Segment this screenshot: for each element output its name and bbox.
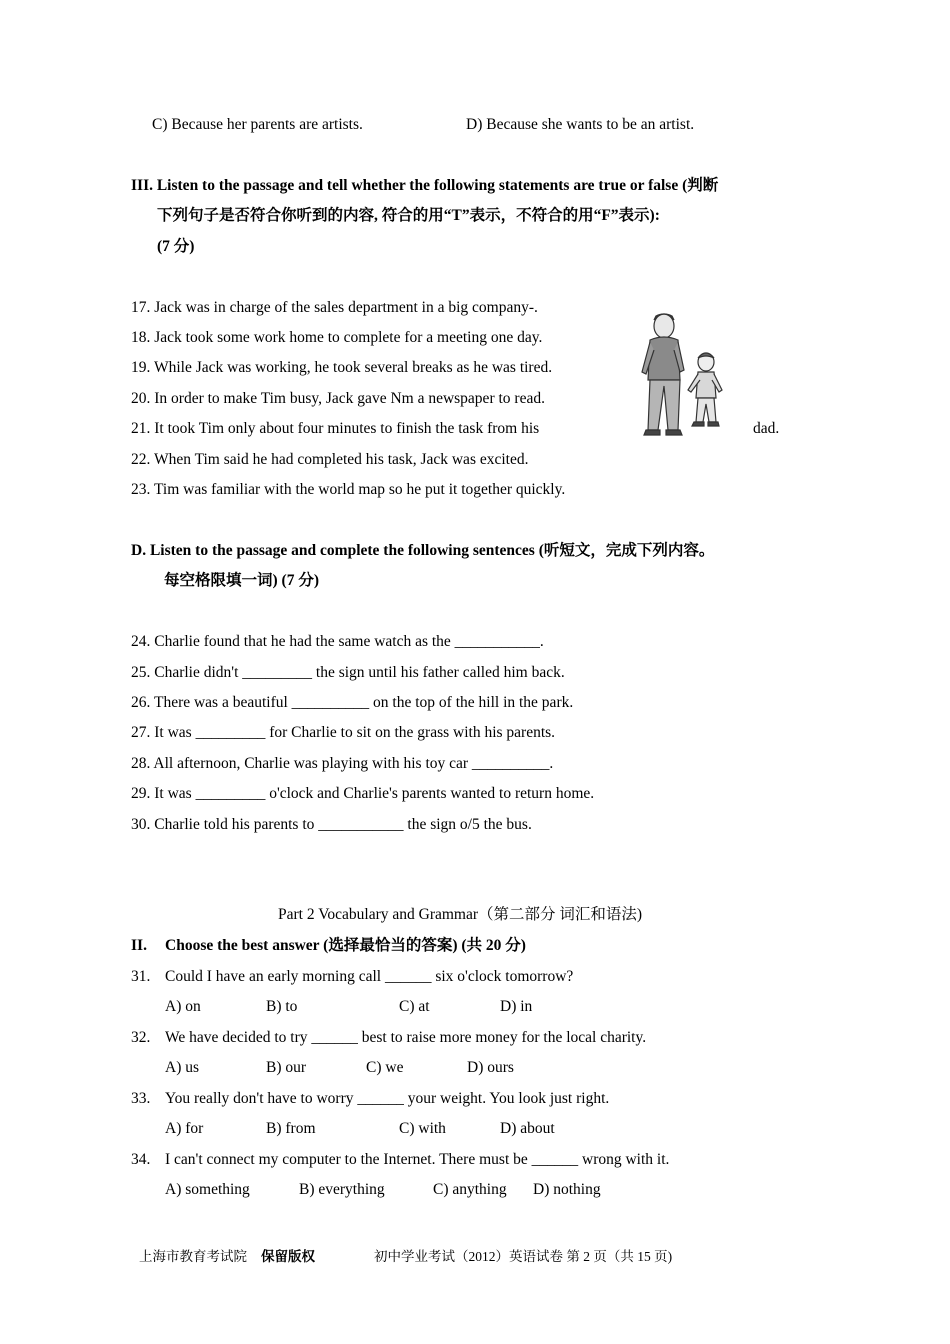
section3-heading-line3: (7 分) [157, 238, 195, 255]
option-c: C) Because her parents are artists. [152, 116, 363, 133]
option-d: D) Because she wants to be an artist. [466, 116, 695, 133]
q32-option-d: D) ours [467, 1059, 514, 1076]
question-number: 33. [131, 1090, 151, 1107]
question-number: 31. [131, 968, 151, 985]
part2-title: Part 2 Vocabulary and Grammar（第二部分 词汇和语法) [278, 906, 643, 923]
question-32-text: We have decided to try ______ best to raise more money for the local charity. [165, 1029, 647, 1046]
q31-option-d: D) in [500, 998, 533, 1015]
q31-option-b: B) to [266, 998, 298, 1015]
q34-option-d: D) nothing [533, 1181, 601, 1198]
question-34-text: I can't connect my computer to the Internet. There must be ______ wrong with it. [165, 1151, 670, 1168]
q34-option-b: B) everything [299, 1181, 385, 1198]
statement-18: 18. Jack took some work home to complete for a meeting one day. [131, 329, 543, 346]
section3-heading-line1: III. Listen to the passage and tell whether the following statements are true or false (判断 [131, 177, 719, 194]
section3-heading-line2: 下列句子是否符合你听到的内容, 符合的用“T”表示，不符合的用“F”表示): [157, 207, 660, 224]
statement-19: 19. While Jack was working, he took several breaks as he was tired. [131, 359, 553, 376]
sectionD-heading-line2: 每空格限填一词) (7 分) [164, 572, 319, 589]
question-number: 34. [131, 1151, 151, 1168]
sentence-26: 26. There was a beautiful __________ on the top of the hill in the park. [131, 694, 574, 711]
father-son-illustration [636, 310, 736, 440]
statement-21: 21. It took Tim only about four minutes to finish the task from his [131, 420, 540, 437]
part2-section-num: II. [131, 937, 147, 954]
q33-option-a: A) for [165, 1120, 204, 1137]
q31-option-a: A) on [165, 998, 201, 1015]
q32-option-b: B) our [266, 1059, 307, 1076]
q31-option-c: C) at [399, 998, 430, 1015]
footer-exam: 初中学业考试（2012）英语试卷 第 2 页（共 15 页) [374, 1249, 673, 1264]
sentence-30: 30. Charlie told his parents to ___________ the sign o/5 the bus. [131, 816, 532, 833]
q33-option-c: C) with [399, 1120, 446, 1137]
statement-22: 22. When Tim said he had completed his task, Jack was excited. [131, 451, 529, 468]
statement-23: 23. Tim was familiar with the world map so he put it together quickly. [131, 481, 566, 498]
q33-option-b: B) from [266, 1120, 316, 1137]
sentence-28: 28. All afternoon, Charlie was playing with his toy car __________. [131, 755, 554, 772]
question-number: 32. [131, 1029, 151, 1046]
statement-20: 20. In order to make Tim busy, Jack gave Nm a newspaper to read. [131, 390, 545, 407]
part2-section-heading: Choose the best answer (选择最恰当的答案) (共 20 分) [165, 937, 526, 954]
q33-option-d: D) about [500, 1120, 555, 1137]
sentence-29: 29. It was _________ o'clock and Charlie's parents wanted to return home. [131, 785, 595, 802]
question-31-text: Could I have an early morning call ______ six o'clock tomorrow? [165, 968, 574, 985]
footer-org: 上海市教育考试院 [139, 1249, 247, 1264]
question-33-text: You really don't have to worry ______ your weight. You look just right. [165, 1090, 610, 1107]
q34-option-c: C) anything [433, 1181, 507, 1198]
statement-17: 17. Jack was in charge of the sales department in a big company-. [131, 299, 538, 316]
sectionD-heading-line1: D. Listen to the passage and complete the following sentences (听短文，完成下列内容。 [131, 542, 715, 559]
sentence-25: 25. Charlie didn't _________ the sign until his father called him back. [131, 664, 565, 681]
q32-option-a: A) us [165, 1059, 200, 1076]
q32-option-c: C) we [366, 1059, 404, 1076]
footer-rights: 保留版权 [261, 1249, 315, 1264]
statement-21-tail: dad. [753, 420, 780, 437]
q34-option-a: A) something [165, 1181, 250, 1198]
sentence-27: 27. It was _________ for Charlie to sit on the grass with his parents. [131, 724, 556, 741]
sentence-24: 24. Charlie found that he had the same watch as the ___________. [131, 633, 544, 650]
